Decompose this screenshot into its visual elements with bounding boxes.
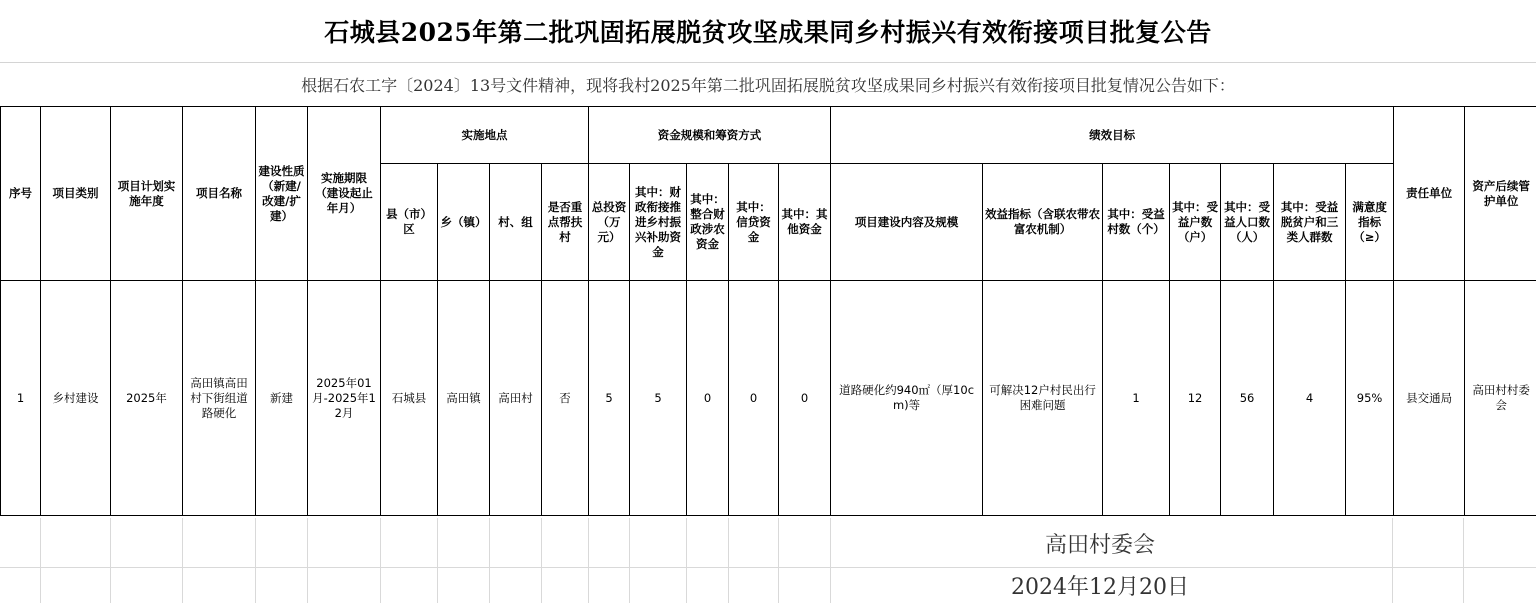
header-maintenance: 资产后续管护单位 [1465,107,1536,281]
header-other-fund: 其中：其他资金 [779,164,831,281]
header-town: 乡（镇） [438,164,490,281]
grid-line [380,518,381,603]
header-seq: 序号 [1,107,41,281]
cell-period: 2025年01月-2025年12月 [308,281,381,516]
grid-line [110,518,111,603]
grid-line [437,518,438,603]
cell-fiscal-fund: 5 [630,281,687,516]
header-performance-group: 绩效目标 [831,107,1394,164]
header-content: 项目建设内容及规模 [831,164,983,281]
title-row [0,0,1536,63]
cell-integrated-fund: 0 [687,281,729,516]
cell-content: 道路硬化约940㎡（厚10cm)等 [831,281,983,516]
grid-line [541,518,542,603]
table-row [1,281,1536,516]
header-responsible: 责任单位 [1394,107,1465,281]
grid-line [307,518,308,603]
cell-plan-year: 2025年 [111,281,183,516]
cell-category: 乡村建设 [41,281,111,516]
cell-nature: 新建 [256,281,308,516]
grid-line [728,518,729,603]
grid-line [588,518,589,603]
cell-satisfaction: 95% [1346,281,1394,516]
header-nature: 建设性质（新建/改建/扩建） [256,107,308,281]
grid-line [629,518,630,603]
cell-credit-fund: 0 [729,281,779,516]
header-benefit: 效益指标（含联农带农富农机制） [983,164,1103,281]
header-plan-year: 项目计划实施年度 [111,107,183,281]
grid-line [830,518,831,603]
page-title: 石城县2025年第二批巩固拓展脱贫攻坚成果同乡村振兴有效衔接项目批复公告 [324,18,1212,47]
cell-key-village: 否 [542,281,589,516]
footer-grid [0,518,1536,603]
grid-line [40,518,41,603]
cell-town: 高田镇 [438,281,490,516]
header-period: 实施期限（建设起止年月） [308,107,381,281]
cell-county: 石城县 [381,281,438,516]
header-benef-households: 其中：受益户数（户） [1170,164,1221,281]
header-benef-villages: 其中：受益村数（个） [1103,164,1170,281]
header-project-name: 项目名称 [183,107,256,281]
grid-line [0,567,1536,568]
header-benef-poor: 其中：受益脱贫户和三类人群数 [1274,164,1346,281]
cell-benef-population: 56 [1221,281,1274,516]
grid-line [1392,518,1393,603]
cell-benef-villages: 1 [1103,281,1170,516]
cell-benef-households: 12 [1170,281,1221,516]
grid-line [182,518,183,603]
header-benef-population: 其中：受益人口数（人） [1221,164,1274,281]
cell-benef-poor: 4 [1274,281,1346,516]
header-category: 项目类别 [41,107,111,281]
intro-row [0,62,1536,106]
cell-seq: 1 [1,281,41,516]
cell-benefit: 可解决12户村民出行困难问题 [983,281,1103,516]
header-satisfaction: 满意度指标（≥） [1346,164,1394,281]
grid-line [489,518,490,603]
grid-line [1463,518,1464,603]
cell-responsible: 县交通局 [1394,281,1465,516]
cell-maintenance: 高田村村委会 [1465,281,1536,516]
intro-text: 根据石农工字〔2024〕13号文件精神，现将我村2025年第二批巩固拓展脱贫攻坚成果同乡村振兴有效衔接项目批复情况公告如下： [301,75,1235,95]
header-fund-group: 资金规模和筹资方式 [589,107,831,164]
grid-line [686,518,687,603]
cell-village: 高田村 [490,281,542,516]
cell-other-fund: 0 [779,281,831,516]
cell-project-name: 高田镇高田村下街组道路硬化 [183,281,256,516]
grid-line [778,518,779,603]
header-credit-fund: 其中：信贷资金 [729,164,779,281]
header-village: 村、组 [490,164,542,281]
signature-org: 高田村委会 [1044,533,1155,558]
header-integrated-fund: 其中：整合财政涉农资金 [687,164,729,281]
signature-date: 2024年12月20日 [1011,575,1189,600]
header-fiscal-fund: 其中：财政衔接推进乡村振兴补助资金 [630,164,687,281]
grid-line [255,518,256,603]
header-key-village: 是否重点帮扶村 [542,164,589,281]
cell-total: 5 [589,281,630,516]
header-total: 总投资（万元） [589,164,630,281]
project-table [0,106,1536,516]
header-county: 县（市）区 [381,164,438,281]
header-location-group: 实施地点 [381,107,589,164]
